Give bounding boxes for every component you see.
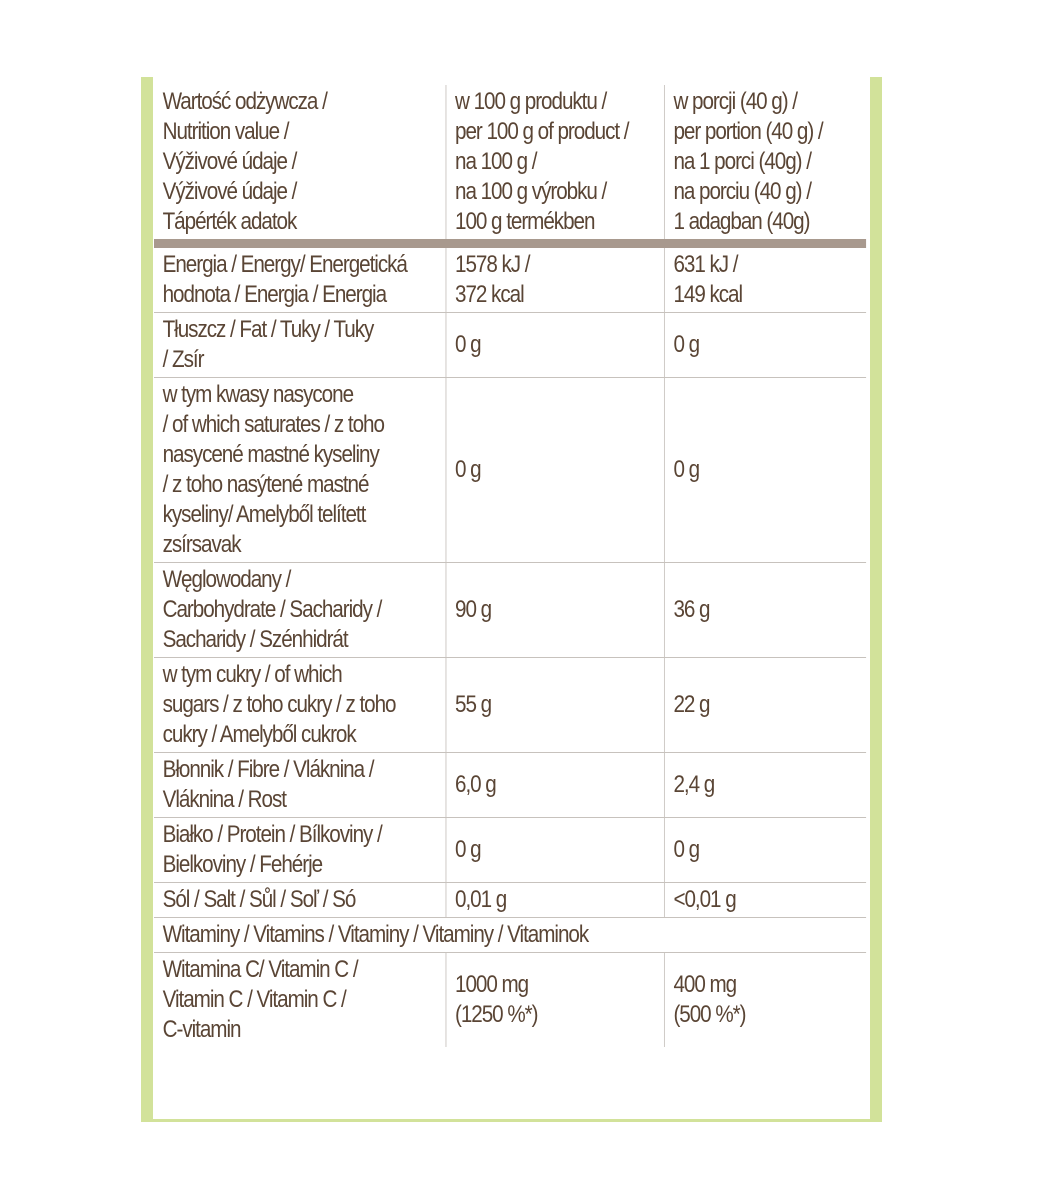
row-label-fat: Tłuszcz / Fat / Tuky / Tuky / Zsír (154, 313, 446, 377)
row-label-sugars: w tym cukry / of which sugars / z toho cukry / z toho cukry / Amelyből cukrok (154, 658, 446, 752)
row-label-carbohydrate: Węglowodany / Carbohydrate / Sacharidy / Sacharidy / Szénhidrát (154, 563, 446, 657)
table-row (154, 818, 866, 883)
table-row (154, 248, 866, 313)
fat-per-100g: 0 g (455, 331, 481, 358)
row-label-energy: Energia / Energy/ Energetická hodnota / Energia / Energia (154, 248, 446, 312)
carbohydrate-per-portion: 36 g (673, 596, 710, 623)
row-label-saturates: w tym kwasy nasycone / of which saturates / z toho nasycené mastné kyseliny / z toho nasýtené mastné kyseliny/ Amelyből telített zsírsavak (154, 378, 446, 562)
table-row (154, 883, 866, 918)
header-per-portion: w porcji (40 g) / per portion (40 g) / na 1 porci (40g) / na porciu (40 g) / 1 adagban (40g) (673, 88, 823, 235)
energy-per-100g: 1578 kJ / 372 kcal (455, 251, 530, 308)
row-label-salt: Sól / Salt / Sůl / Soľ / Só (154, 883, 446, 917)
vitamins-header-row (154, 918, 866, 953)
salt-per-100g: 0,01 g (455, 886, 507, 913)
table-row (154, 658, 866, 753)
table-row (154, 378, 866, 563)
vitamin-c-per-100g: 1000 mg (1250 %*) (455, 971, 538, 1028)
vitamin-c-per-portion: 400 mg (500 %*) (673, 971, 746, 1028)
fat-per-portion: 0 g (673, 331, 700, 358)
header-per-100g: w 100 g produktu / per 100 g of product / na 100 g / na 100 g výrobku / 100 g termékben (455, 88, 629, 235)
row-label-fibre: Błonnik / Fibre / Vláknina / Vláknina / Rost (154, 753, 446, 817)
vitamins-header: Witaminy / Vitamins / Vitaminy / Vitaminy / Vitaminok (162, 921, 589, 948)
table-row (154, 953, 866, 1047)
saturates-per-100g: 0 g (455, 456, 481, 483)
table-row (154, 313, 866, 378)
sugars-per-100g: 55 g (455, 691, 492, 718)
table-row (154, 753, 866, 818)
saturates-per-portion: 0 g (673, 456, 700, 483)
protein-per-100g: 0 g (455, 836, 481, 863)
fibre-per-portion: 2,4 g (673, 771, 715, 798)
header-label: Wartość odżywcza / Nutrition value / Výživové údaje / Výživové údaje / Tápérték adatok (154, 85, 446, 239)
carbohydrate-per-100g: 90 g (455, 596, 492, 623)
salt-per-portion: <0,01 g (673, 886, 736, 913)
fibre-per-100g: 6,0 g (455, 771, 496, 798)
energy-per-portion: 631 kJ / 149 kcal (673, 251, 743, 308)
table-header-row (154, 85, 866, 248)
sugars-per-portion: 22 g (673, 691, 710, 718)
table-row (154, 563, 866, 658)
nutrition-table (154, 85, 823, 1047)
row-label-protein: Białko / Protein / Bílkoviny / Bielkoviny / Fehérje (154, 818, 446, 882)
protein-per-portion: 0 g (673, 836, 700, 863)
row-label-vitamin-c: Witamina C/ Vitamin C / Vitamin C / Vitamin C / C-vitamin (154, 953, 446, 1047)
